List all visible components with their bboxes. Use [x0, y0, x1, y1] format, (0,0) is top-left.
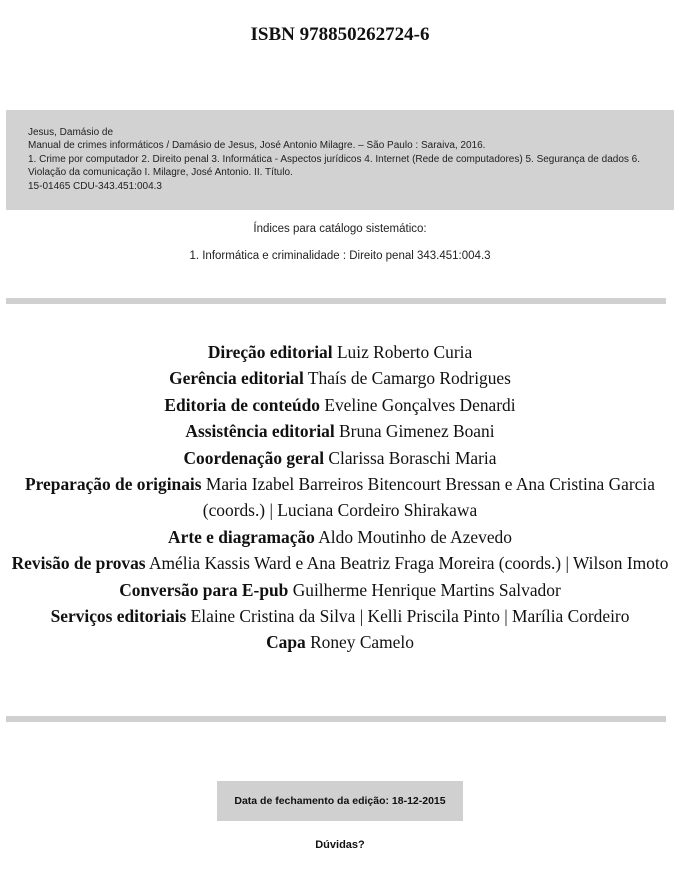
credit-line [6, 577, 674, 603]
credit-role: Coordenação geral [183, 447, 325, 468]
credit-names: Luiz Roberto Curia [336, 342, 473, 362]
credit-line [6, 471, 674, 524]
credit-line [6, 550, 674, 576]
credit-names: Bruna Gimenez Boani [339, 421, 495, 442]
credit-role: Arte e diagramação [168, 526, 315, 547]
indices-item: 1. Informática e criminalidade : Direito penal 343.451:004.3 [189, 250, 491, 262]
catalog-number: 15-01465 CDU-343.451:004.3 [28, 180, 162, 192]
credit-role: Gerência editorial [169, 368, 304, 389]
credit-names: Roney Camelo [310, 632, 414, 653]
catalog-subjects: 1. Crime por computador 2. Direito penal 3. Informática - Aspectos jurídicos 4. Internet (Rede de computadores) 5. Segurança de dados 6. Violação da comunicação I. Milagre, José Antonio. II. Título. [28, 153, 640, 179]
catalog-title-line: Manual de crimes informáticos / Damásio de Jesus, José Antonio Milagre. – São Paulo : Saraiva, 2016. [28, 140, 486, 152]
credit-line [6, 629, 674, 655]
indices-title: Índices para catálogo sistemático: [253, 223, 427, 235]
credit-role: Conversão para E-pub [119, 579, 289, 600]
credit-role: Capa [266, 632, 306, 653]
credit-names: Amélia Kassis Ward e Ana Beatriz Fraga Moreira (coords.) | Wilson Imoto [148, 553, 669, 574]
credit-line [6, 365, 674, 391]
credit-role: Assistência editorial [185, 421, 335, 442]
credit-line [6, 524, 674, 550]
isbn-heading: ISBN 978850262724-6 [250, 24, 430, 45]
closing-date: Data de fechamento da edição: 18-12-2015 [234, 795, 446, 807]
credit-role: Preparação de originais [25, 474, 202, 495]
credit-names: Maria Izabel Barreiros Bitencourt Bressan e Ana Cristina Garcia (coords.) | Luciana Cordeiro Shirakawa [202, 474, 655, 521]
credit-role: Revisão de provas [11, 553, 146, 574]
credit-line [6, 418, 674, 444]
divider-bottom [6, 716, 666, 722]
credit-line [6, 445, 674, 471]
credit-names: Clarissa Boraschi Maria [328, 447, 497, 468]
questions-heading: Dúvidas? [315, 839, 365, 851]
divider-top [6, 298, 666, 304]
credit-names: Eveline Gonçalves Denardi [324, 394, 516, 415]
credit-role: Serviços editoriais [50, 606, 187, 627]
catalog-record [6, 110, 674, 210]
credit-line [6, 339, 674, 365]
credit-role: Direção editorial [207, 342, 333, 362]
credit-names: Elaine Cristina da Silva | Kelli Priscila Pinto | Marília Cordeiro [190, 606, 630, 627]
credit-line [6, 603, 674, 629]
credit-line [6, 392, 674, 418]
credit-names: Aldo Moutinho de Azevedo [318, 526, 512, 547]
credits-list [6, 339, 674, 656]
credit-role: Editoria de conteúdo [164, 394, 320, 415]
credit-names: Thaís de Camargo Rodrigues [307, 368, 511, 389]
catalog-author: Jesus, Damásio de [28, 127, 114, 138]
closing-date-box [217, 781, 463, 821]
credit-names: Guilherme Henrique Martins Salvador [292, 579, 561, 600]
